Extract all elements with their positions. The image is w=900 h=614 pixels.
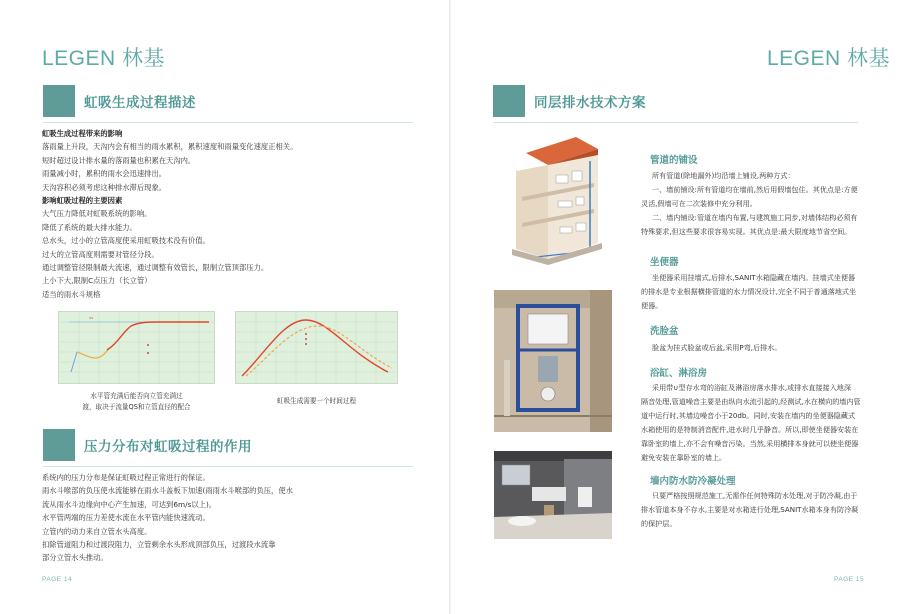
pipes-text <box>641 169 863 239</box>
bathroom-interior-photo <box>494 451 612 539</box>
text-line: 适当的雨水斗规格 <box>42 289 101 299</box>
text-line: 短时超过设计排水量的落雨量也积累在天沟内。 <box>42 155 196 165</box>
text-line: 脸盆为挂式脸盆或后盆,采用P弯,后排水。 <box>652 343 782 352</box>
caption-line: 渡，取决于流量QS和立管直径的配合 <box>82 402 191 411</box>
text-line: 过大的立管高度则需要对管径分段。 <box>42 249 159 259</box>
section-rule <box>43 122 413 123</box>
text-line: 特殊要求,但这些要求很容易实现。其优点是:最大限度地节省空间。 <box>641 227 852 236</box>
graph-siphon-time <box>235 311 398 384</box>
subheading-bath-shower: 浴缸、淋浴房 <box>650 368 708 379</box>
text-line: 天沟容积必须考虑这种排水滞后现象。 <box>42 182 167 192</box>
subheading-pipes: 管道的铺设 <box>650 155 698 166</box>
basin-text <box>641 341 863 355</box>
section-header-same-floor <box>493 85 646 117</box>
graph-flow-transition <box>58 311 215 384</box>
text-line: 降低了系统的最大排水能力。 <box>42 222 137 232</box>
text-line: 灵活,假墙可在二次装修中充分利用。 <box>641 199 757 208</box>
text-line: 系统内的压力分布是保证虹吸过程正常进行的保证。 <box>42 473 210 482</box>
page-number-left: PAGE 14 <box>42 576 73 583</box>
bath-shower-text <box>641 381 863 465</box>
text-line: 排水管道本身不存水,主要是对水箱进行处理,SANIT水箱本身有防冷凝 <box>641 505 859 514</box>
text-line: 大气压力降低对虹吸系统的影响。 <box>42 209 152 219</box>
text-line: 的排水是专业根据横排管道的水力情况设计,完全不同于普通落地式坐 <box>641 287 857 296</box>
text-line: 落雨量上升段，天沟内会有相当的雨水累积，累积速度和雨量变化速度正相关。 <box>42 142 298 152</box>
text-line: 雨量减小时，累积的雨水会迅速排出。 <box>42 169 167 179</box>
section-marker <box>43 429 75 461</box>
brand-logo-left: LEGEN 林基 <box>42 47 166 70</box>
text-line: 影响虹吸过程的主要因素 <box>42 196 123 206</box>
subheading-waterproofing: 墙内防水防冷凝处理 <box>650 476 736 487</box>
text-line: 上小下大,限制C点压力（长立管） <box>42 276 152 286</box>
waterproofing-text <box>641 489 863 531</box>
subheading-basin: 洗脸盆 <box>650 326 679 337</box>
section-header-pressure <box>43 429 252 461</box>
text-line: 通过调整管径限制最大流速，通过调整有效管长，限制立管顶部压力。 <box>42 263 269 273</box>
graph-caption-2: 虹吸生成需要一个时间过程 <box>276 397 357 405</box>
text-line: 只要严格按照规范施工,无需作任何特殊防水处理,对于防冷凝,由于 <box>652 491 858 500</box>
text-line: 隔音处理,管道噪音主要是由纵向水流引起的,经测试,水在横向的墙内管 <box>641 397 861 406</box>
text-line: 坐便器采用挂墙式,后排水,SANIT水箱隐藏在墙内。挂墙式坐便器 <box>652 273 856 282</box>
text-line: 所有管道(除地漏外)均沿墙上铺设,两种方式： <box>652 171 795 180</box>
section-rule <box>43 466 413 467</box>
caption-line: 水平管充满后能否向立管充满过 <box>90 392 183 400</box>
siphon-text <box>42 127 297 301</box>
brand-logo-right: LEGEN 林基 <box>767 47 891 70</box>
text-line: 流从雨水斗边缘向中心产生加速，可达到6m/s以上)。 <box>42 499 217 509</box>
page-number-right: PAGE 15 <box>834 576 865 583</box>
text-line: 避免安装在靠卧室的墙上。 <box>641 453 727 462</box>
section-header-siphon <box>43 85 196 117</box>
concealed-cistern-frame-photo <box>494 290 612 432</box>
text-line: 采用带∪型存水弯的浴缸及淋浴房落水排水,或排水直接接入地深 <box>652 383 851 392</box>
section-title: 虹吸生成过程描述 <box>84 95 196 111</box>
text-line: 扣除管道阻力和过渡段阻力，立管剩余水头形成顶部负压，过渡段水流靠 <box>42 540 276 550</box>
pressure-text <box>42 471 293 565</box>
text-line: 的保护层。 <box>641 519 677 528</box>
text-line: 总水头，过小的立管高度使采用虹吸技术没有价值。 <box>42 236 210 246</box>
subheading-toilet: 坐便器 <box>650 257 679 268</box>
text-line: 水箱使用的是特制消音配件,进水时几乎静音。所以,即使坐便器安装在 <box>641 425 859 434</box>
page-fold <box>449 0 451 614</box>
text-line: 部分立管水头推动。 <box>42 553 108 563</box>
section-rule <box>493 122 858 123</box>
text-line: 二、墙内铺设:管道在墙内布置,与建筑施工同步,对墙体结构必须有 <box>652 213 858 222</box>
graph-caption-1 <box>58 391 215 412</box>
text-line: 水平管两端的压力差使水流在水平管内能快速流动。 <box>42 513 210 523</box>
text-line: 雨水斗喉部的负压使水流能够在雨水斗盖板下加速(雨雨水斗喉部的负压，使水 <box>42 486 293 496</box>
text-line: 立管内的动力来自立管水头高度。 <box>42 526 152 536</box>
toilet-text <box>641 271 863 313</box>
building-cutaway-illustration <box>506 131 606 273</box>
text-line: 便器。 <box>641 301 663 310</box>
text-line: 靠卧室的墙上,亦不会有噪音污染。当然,采用横排本身就可以使坐便器 <box>641 439 859 448</box>
text-line: 道中运行时,其墙边噪音小于20db。同时,安装在墙内的坐便器隐藏式 <box>641 411 856 420</box>
text-line: 一、墙前铺设:所有管道均在墙前,然后用假墙包住。其优点是:方便 <box>652 185 858 194</box>
section-title: 同层排水技术方案 <box>534 95 646 111</box>
section-title: 压力分布对虹吸过程的作用 <box>84 439 252 455</box>
section-marker <box>43 85 75 117</box>
section-marker <box>493 85 525 117</box>
text-line: 虹吸生成过程带来的影响 <box>42 129 123 138</box>
svg-text:QS: QS <box>89 316 94 320</box>
